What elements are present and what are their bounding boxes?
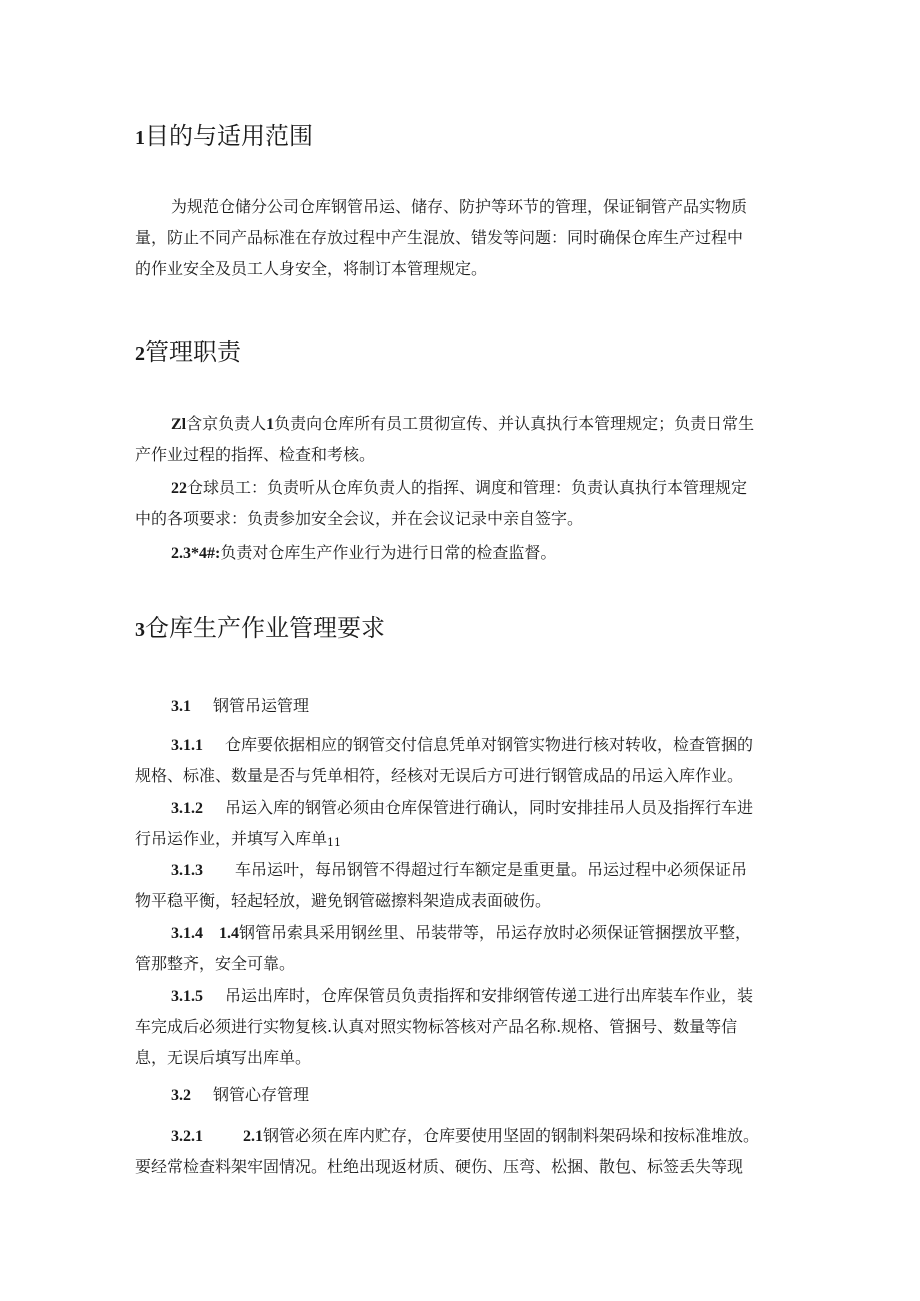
clause-3-1-1 <box>135 729 790 791</box>
section1-line: 的作业安全及员工人身安全，将制订本管理规定。 <box>135 259 488 278</box>
section1-paragraph <box>135 191 790 284</box>
section2-heading <box>135 337 241 369</box>
item1-a: 含京负责人 <box>186 414 267 433</box>
section1-heading <box>135 121 313 153</box>
section3-heading <box>135 613 385 645</box>
item1-line2: 产作业过程的指挥、检查和考核。 <box>135 445 376 464</box>
section1-line: 量，防止不同产品标准在存放过程中产生混放、错发等问题：同时确保仓库生产过程中 <box>135 228 744 247</box>
clause-3-1-2-line1: 吊运入库的钢管必须由仓库保管进行确认，同时安排挂吊人员及指挥行车进 <box>225 798 754 817</box>
clause-3-1-3 <box>135 854 790 916</box>
clause-3-1-2-sub: 11 <box>327 836 342 849</box>
section2-title: 管理职责 <box>145 338 241 366</box>
clause-3-1-3-number: 3.1.3 <box>171 862 203 879</box>
clause-3-2-1-line2: 要经常检查料架牢固情况。杜绝出现返材质、硬伤、压弯、松捆、散包、标签丢失等现 <box>135 1157 744 1176</box>
clause-3-1-5-line2: 车完成后必须进行实物复核.认真对照实物标答核对产品名称.规格、管捆号、数量等信 <box>135 1017 738 1036</box>
clause-3-1-5-line3: 息，无误后填写出库单。 <box>135 1048 312 1067</box>
clause-3-1-2-line2: 行吊运作业，并填写入库单 <box>135 829 328 848</box>
item1-line1: 负责向仓库所有员工贯彻宣传、并认真执行本管理规定；负责日常生 <box>274 414 755 433</box>
clause-3-1-4-number: 3.1.4 <box>171 925 203 942</box>
item1-lead: Zl <box>171 416 187 433</box>
clause-3-1-1-line1: 仓库要依据相应的钢管交付信息凭单对钢管实物进行核对转收，检查管捆的 <box>225 735 754 754</box>
clause-3-1-1-number: 3.1.1 <box>171 737 203 754</box>
section3-title: 仓库生产作业管理要求 <box>145 614 385 642</box>
clause-3-1-5-line1: 吊运出库时，仓库保管员负责指挥和安排纲管传递工进行出库装车作业，装 <box>225 986 754 1005</box>
clause-3-1-5-number: 3.1.5 <box>171 988 203 1005</box>
clause-3-2-1-line1: 钢管必须在库内贮存，仓库要使用坚固的钢制料架码垛和按标准堆放。 <box>263 1126 760 1145</box>
item3-rest: 负责对仓库生产作业行为进行日常的检查监督。 <box>220 543 557 562</box>
clause-3-1-4-number2: 1.4 <box>219 925 239 942</box>
clause-3-1-4 <box>135 917 790 979</box>
subsection-3-1-number: 3.1 <box>171 698 191 715</box>
subsection-3-2-title: 钢管心存管理 <box>213 1085 310 1104</box>
clause-3-2-1-number: 3.2.1 <box>171 1128 203 1145</box>
clause-3-1-4-line2: 管那整齐，安全可靠。 <box>135 954 296 973</box>
subsection-3-2-number: 3.2 <box>171 1087 191 1104</box>
section2-item3 <box>135 537 790 568</box>
clause-3-1-3-line2: 物平稳平衡，轻起轻放，避免钢管磁擦料架造成表面破伤。 <box>135 891 552 910</box>
clause-3-2-1-number2: 2.1 <box>243 1128 263 1145</box>
subsection-3-1 <box>171 693 309 716</box>
item2-line2: 中的各项要求：负责参加安全会议，并在会议记录中亲自签字。 <box>135 509 584 528</box>
section2-item1 <box>135 408 790 470</box>
item1-b: 1 <box>266 416 275 433</box>
item2-line1: 仓球员工：负责听从仓库负责人的指挥、调度和管理：负责认真执行本管理规定 <box>187 478 748 497</box>
clause-3-1-2-number: 3.1.2 <box>171 800 203 817</box>
clause-3-1-1-line2: 规格、标准、数量是否与凭单相符，经核对无误后方可进行钢管成品的吊运入库作业。 <box>135 766 744 785</box>
clause-3-2-1 <box>135 1120 790 1182</box>
subsection-3-1-title: 钢管吊运管理 <box>213 696 310 715</box>
item2-lead: 22 <box>171 480 187 497</box>
section2-item2 <box>135 472 790 534</box>
item3-lead: 2.3*4#: <box>171 545 221 562</box>
section2-number: 2 <box>135 343 145 365</box>
section3-number: 3 <box>135 619 145 641</box>
subsection-3-2 <box>171 1082 309 1105</box>
clause-3-1-3-line1: 车吊运叶，每吊钢管不得超过行车额定是重更量。吊运过程中必须保证吊 <box>235 860 748 879</box>
section1-number: 1 <box>135 127 145 149</box>
clause-3-1-4-line1: 钢管吊索具采用钢丝里、吊装带等，吊运存放时必须保证管捆摆放平整， <box>239 923 752 942</box>
clause-3-1-2 <box>135 792 790 854</box>
section1-title: 目的与适用范围 <box>145 122 313 150</box>
clause-3-1-5 <box>135 980 790 1073</box>
section1-line: 为规范仓储分公司仓库钢管吊运、储存、防护等环节的管理，保证铜管产品实物质 <box>171 197 748 216</box>
